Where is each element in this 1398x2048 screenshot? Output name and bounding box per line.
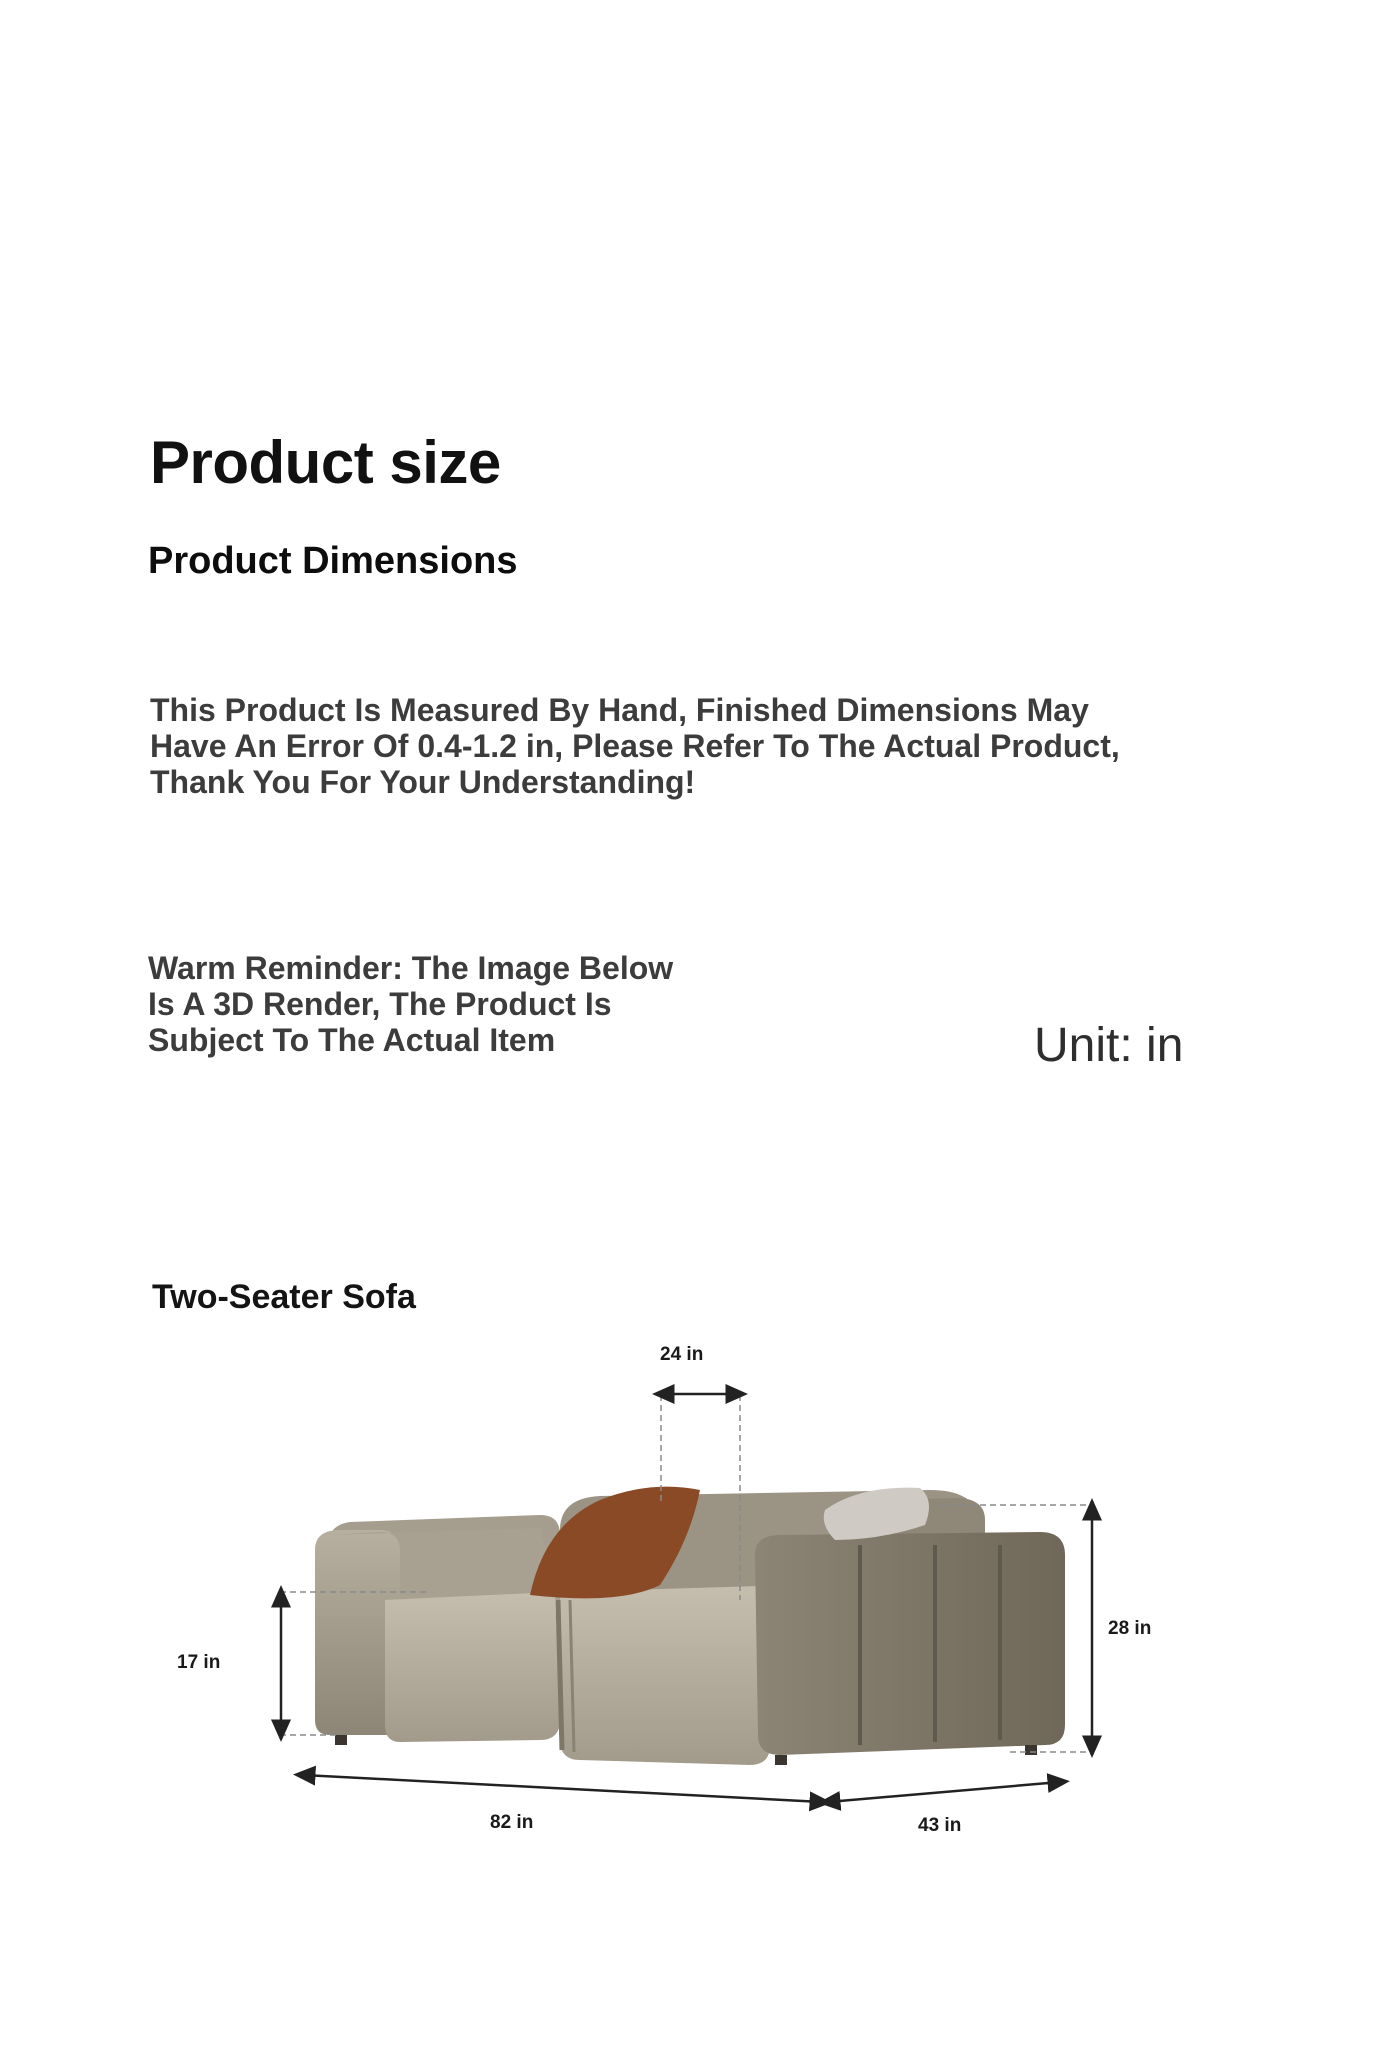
dimension-length: 82 in	[490, 1812, 534, 1833]
notice-line: Thank You For Your Understanding!	[150, 764, 696, 800]
notice-line: This Product Is Measured By Hand, Finished Dimensions May	[150, 692, 1089, 728]
sofa-leg	[335, 1735, 347, 1745]
unit-label: Unit: in	[1034, 1019, 1184, 1072]
notice-line: Have An Error Of 0.4-1.2 in, Please Refer To The Actual Product,	[150, 728, 1120, 764]
dimension-depth: 43 in	[918, 1815, 962, 1836]
page-title: Product size	[150, 429, 501, 496]
dimension-backrest-depth: 24 in	[660, 1344, 704, 1365]
sofa-seat	[385, 1586, 770, 1765]
reminder-line: Is A 3D Render, The Product Is	[148, 986, 612, 1022]
dimension-height: 28 in	[1108, 1618, 1152, 1639]
dimension-seat-height: 17 in	[177, 1652, 221, 1673]
reminder-line: Warm Reminder: The Image Below	[148, 950, 674, 986]
sofa-right-arm	[755, 1532, 1065, 1755]
sofa-leg	[775, 1755, 787, 1765]
sofa-leg	[1025, 1745, 1037, 1755]
product-name: Two-Seater Sofa	[152, 1278, 416, 1316]
reminder-line: Subject To The Actual Item	[148, 1022, 556, 1058]
section-title: Product Dimensions	[148, 540, 518, 582]
